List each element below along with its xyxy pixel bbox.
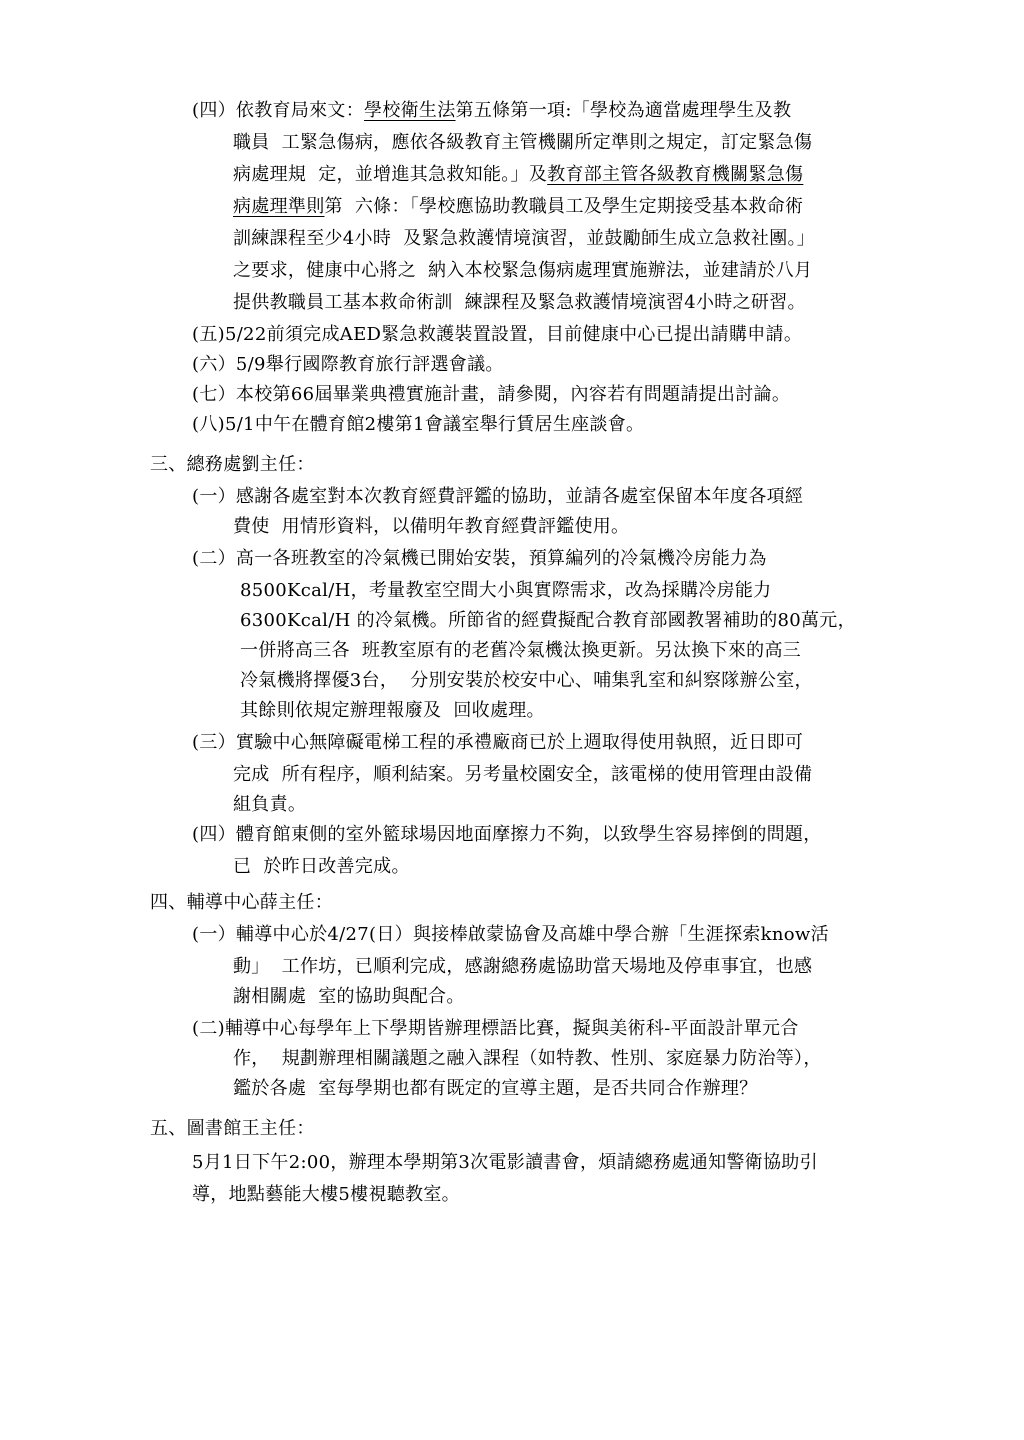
paragraph-line: 導，地點藝能大樓5樓視聽教室。 (192, 1184, 460, 1205)
item-text: 病處理規 定，並增進其急救知能。」及 (233, 164, 548, 185)
paragraph-line: 冷氣機將擇優3台， 分別安裝於校安中心、哺集乳室和糾察隊辦公室， (240, 670, 813, 691)
paragraph-line: 其餘則依規定辦理報廢及 回收處理。 (240, 700, 545, 721)
paragraph-line (233, 160, 803, 190)
section-heading-general-affairs: 三、總務處劉主任： (150, 454, 315, 475)
item-text: 第五條第一項:「學校為適當處理學生及教 (455, 100, 792, 121)
paragraph-line: (一）輔導中心於4/27(日）與接棒啟蒙協會及高雄中學合辦「生涯探索know活 (192, 924, 829, 945)
paragraph-line: 一併將高三各 班教室原有的老舊冷氣機汰換更新。另汰換下來的高三 (240, 640, 802, 661)
paragraph-line: (二）高一各班教室的冷氣機已開始安裝，預算編列的冷氣機冷房能力為 (192, 548, 767, 569)
academic-item-6: (六）5/9舉行國際教育旅行評選會議。 (192, 354, 504, 375)
paragraph-line (233, 192, 803, 222)
item-text: 第 六條：「學校應協助教職員工及學生定期接受基本救命術 (324, 196, 804, 217)
paragraph-line: (二)輔導中心每學年上下學期皆辦理標語比賽，擬與美術科-平面設計單元合 (192, 1018, 799, 1039)
paragraph-line: 謝相關處 室的協助與配合。 (233, 986, 465, 1007)
paragraph-line: 費使 用情形資料，以備明年教育經費評鑑使用。 (233, 516, 630, 537)
paragraph-line: 完成 所有程序，順利結案。另考量校園安全，該電梯的使用管理由設備 (233, 764, 813, 785)
academic-item-7: (七）本校第66屆畢業典禮實施計畫，請參閱，內容若有問題請提出討論。 (192, 384, 791, 405)
paragraph-line: (三）實驗中心無障礙電梯工程的承禮廠商已於上週取得使用執照，近日即可 (192, 732, 804, 753)
paragraph-line: 訓練課程至少4小時 及緊急救護情境演習，並鼓勵師生成立急救社團。」 (233, 228, 816, 249)
section-heading-counseling: 四、輔導中心薛主任： (150, 892, 333, 913)
paragraph-line: 提供教職員工基本救命術訓 練課程及緊急救護情境演習4小時之研習。 (233, 292, 806, 313)
academic-item-8: (八)5/1中午在體育館2樓第1會議室舉行賃居生座談會。 (192, 414, 645, 435)
law-reference-emergency-rules-cont: 病處理準則 (233, 196, 325, 217)
paragraph-line: 已 於昨日改善完成。 (233, 856, 410, 877)
paragraph-line: 作， 規劃辦理相關議題之融入課程（如特教、性別、家庭暴力防治等）， (233, 1048, 822, 1069)
paragraph-line: 5月1日下午2:00，辦理本學期第3次電影讀書會，煩請總務處通知警衛協助引 (192, 1152, 818, 1173)
law-reference-emergency-rules: 教育部主管各級教育機關緊急傷 (547, 164, 804, 185)
law-reference-school-health-act: 學校衛生法 (364, 100, 456, 121)
paragraph-line (192, 96, 791, 126)
section-heading-library: 五、圖書館王主任： (150, 1118, 315, 1139)
item-text: (四）依教育局來文： (192, 100, 365, 121)
paragraph-line: 8500Kcal/H，考量教室空間大小與實際需求，改為採購冷房能力 (240, 580, 772, 601)
paragraph-line: 組負責。 (233, 794, 307, 815)
paragraph-line: 6300Kcal/H 的冷氣機。所節省的經費擬配合教育部國教署補助的80萬元， (240, 610, 856, 631)
paragraph-line: 職員 工緊急傷病，應依各級教育主管機關所定準則之規定，訂定緊急傷 (233, 132, 813, 153)
paragraph-line: 之要求，健康中心將之 納入本校緊急傷病處理實施辦法，並建請於八月 (233, 260, 813, 281)
paragraph-line: (四）體育館東側的室外籃球場因地面摩擦力不夠，以致學生容易摔倒的問題， (192, 824, 822, 845)
paragraph-line: 鑑於各處 室每學期也都有既定的宣導主題，是否共同合作辦理？ (233, 1078, 758, 1099)
paragraph-line: (一）感謝各處室對本次教育經費評鑑的協助，並請各處室保留本年度各項經 (192, 486, 804, 507)
academic-item-5: (五)5/22前須完成AED緊急救護裝置設置，目前健康中心已提出請購申請。 (192, 324, 803, 345)
paragraph-line: 動」 工作坊，已順利完成，感謝總務處協助當天場地及停車事宜，也感 (233, 956, 813, 977)
